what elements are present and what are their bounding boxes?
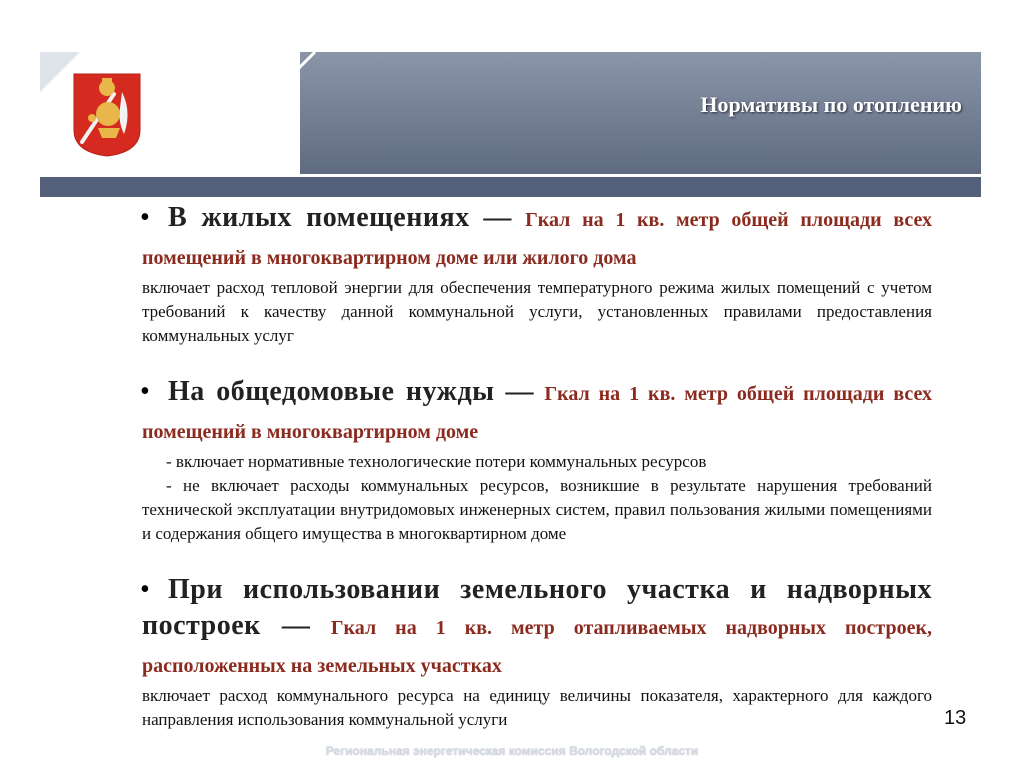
bullet-icon: •	[140, 202, 150, 233]
item-description: - включает нормативные технологические потери коммунальных ресурсов	[166, 452, 707, 471]
item-heading-row	[142, 200, 932, 276]
page-title: Нормативы по отоплению	[700, 92, 962, 117]
item-unit: Гкал на 1 кв. метр общей площади всех помещений в многоквартирном доме или жилого дома	[142, 209, 933, 269]
item-heading-row	[142, 572, 932, 684]
item-dash: —	[281, 610, 310, 641]
list-item	[142, 200, 932, 348]
list-item	[142, 374, 932, 546]
item-dash: —	[483, 202, 512, 233]
item-heading: В жилых помещениях	[168, 202, 470, 233]
page-number: 13	[944, 707, 967, 729]
bullet-icon: •	[140, 376, 150, 407]
item-heading-row	[142, 374, 932, 450]
bullet-icon: •	[140, 574, 150, 605]
vologda-coat-of-arms-icon	[72, 72, 142, 158]
list-item	[142, 572, 932, 732]
item-heading: При использовании земельного участка и надворных построек	[142, 574, 932, 641]
item-description: включает расход тепловой энергии для обеспечения температурного режима жилых помещений с учетом требований к качеству данной коммунальной услуги, установленных правилами предоставления коммунальных услуг	[142, 278, 932, 345]
item-description: включает расход коммунального ресурса на единицу величины показателя, характерного для каждого направления использования коммунальной услуги	[142, 686, 932, 729]
item-unit: Гкал на 1 кв. метр отапливаемых надворных построек, расположенных на земельных участках	[142, 617, 933, 677]
banner-bottom-strip	[40, 177, 981, 197]
norms-list	[142, 200, 932, 732]
item-dash: —	[505, 376, 534, 407]
footer-text: Региональная энергетическая комиссия Вологодской области	[325, 744, 699, 758]
item-description: - не включает расходы коммунальных ресурсов, возникшие в результате нарушения требований технической эксплуатации внутридомовых инженерных систем, правил пользования жилыми помещениями и содержания общего имущества в многоквартирном доме	[142, 476, 932, 543]
item-unit: Гкал на 1 кв. метр общей площади всех помещений в многоквартирном доме	[142, 383, 933, 443]
item-heading: На общедомовые нужды	[168, 376, 495, 407]
